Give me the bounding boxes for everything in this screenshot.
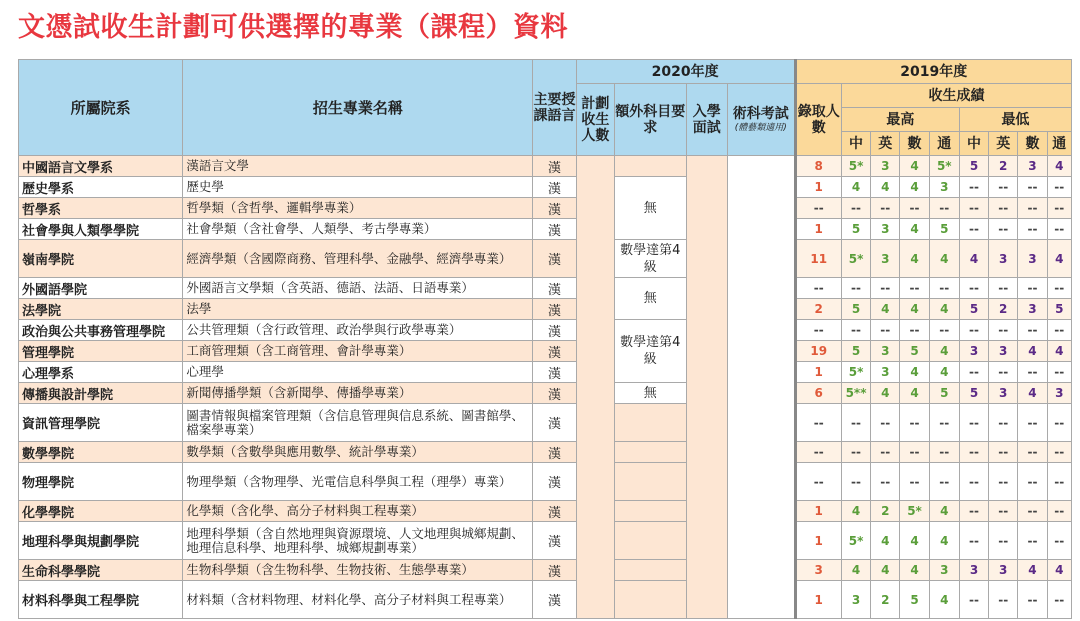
programme-cell: 社會學類（含社會學、人類學、考古學專業） [183,219,533,240]
high-score-cell: 5* [841,362,870,383]
low-score-cell: 3 [1018,240,1047,278]
admitted-cell: -- [795,404,841,442]
programme-cell: 法學 [183,299,533,320]
high-score-cell: -- [841,442,870,463]
high-score-cell: -- [929,463,959,501]
low-score-cell: -- [1018,501,1047,522]
high-score-cell: 3 [929,560,959,581]
low-score-cell: -- [1047,463,1071,501]
language-cell: 漢 [533,219,576,240]
admitted-cell: -- [795,320,841,341]
high-score-cell: 5 [900,341,929,362]
high-score-cell: -- [841,198,870,219]
high-score-cell: -- [871,442,900,463]
high-score-cell: 5 [929,219,959,240]
table-row [19,383,1072,404]
high-score-cell: -- [841,463,870,501]
low-score-cell: -- [1047,501,1071,522]
extra-req-empty [615,581,687,619]
high-score-cell: 4 [929,341,959,362]
subject-header: 英 [871,132,900,156]
admitted-cell: 1 [795,581,841,619]
low-score-cell: -- [989,442,1018,463]
low-score-cell: -- [959,198,988,219]
low-score-cell: -- [959,404,988,442]
interview-column [686,156,727,619]
low-score-cell: -- [989,177,1018,198]
extra-req-cell: 無 [615,177,687,240]
extra-req-cell: 數學達第4級 [615,240,687,278]
extra-req-empty [615,404,687,442]
programme-cell: 心理學 [183,362,533,383]
high-score-cell: 4 [900,560,929,581]
low-score-cell: 4 [959,240,988,278]
high-score-cell: 4 [900,240,929,278]
high-score-cell: 3 [871,240,900,278]
extra-req-cell: 數學達第4級 [615,320,687,383]
low-score-cell: -- [1018,522,1047,560]
high-score-cell: -- [900,404,929,442]
low-score-cell: -- [1047,219,1071,240]
high-score-cell: 4 [900,362,929,383]
low-score-cell: 4 [1018,383,1047,404]
arts-exam-header [727,84,795,156]
faculty-header: 所屬院系 [19,60,183,156]
table-row [19,404,1072,442]
high-score-cell: 4 [929,581,959,619]
high-score-cell: 4 [841,501,870,522]
faculty-cell: 外國語學院 [19,278,183,299]
extra-req-empty [615,522,687,560]
faculty-cell: 哲學系 [19,198,183,219]
high-score-cell: 4 [900,522,929,560]
high-score-cell: 4 [841,560,870,581]
faculty-cell: 社會學與人類學學院 [19,219,183,240]
low-score-cell: -- [1018,320,1047,341]
programme-cell: 歷史學 [183,177,533,198]
high-score-cell: 4 [871,299,900,320]
high-score-cell: 4 [871,383,900,404]
high-score-cell: 3 [871,341,900,362]
faculty-cell: 化學學院 [19,501,183,522]
low-score-cell: -- [959,219,988,240]
language-cell: 漢 [533,320,576,341]
table-row [19,463,1072,501]
low-score-cell: 3 [959,560,988,581]
arts-exam-column [727,156,795,619]
high-score-cell: 4 [900,156,929,177]
high-score-cell: -- [871,404,900,442]
programme-header: 招生專業名稱 [183,60,533,156]
low-score-cell: -- [1018,463,1047,501]
high-score-cell: 4 [929,362,959,383]
high-score-cell: 3 [841,581,870,619]
extra-req-header: 額外科目要求 [615,84,687,156]
subject-header: 數 [900,132,929,156]
low-score-cell: -- [989,463,1018,501]
high-score-cell: 4 [871,177,900,198]
admitted-cell: -- [795,463,841,501]
language-cell: 漢 [533,156,576,177]
programme-table [18,59,1072,619]
high-score-cell: 4 [900,383,929,404]
high-score-cell: -- [929,442,959,463]
low-score-cell: -- [1018,278,1047,299]
language-cell: 漢 [533,404,576,442]
low-score-cell: 5 [959,383,988,404]
high-score-cell: -- [929,404,959,442]
high-score-cell: 5* [841,522,870,560]
high-score-cell: -- [929,198,959,219]
low-score-cell: 2 [989,299,1018,320]
high-score-cell: 5 [929,383,959,404]
low-score-cell: 3 [1047,383,1071,404]
admitted-header: 錄取人數 [795,84,841,156]
language-cell: 漢 [533,177,576,198]
high-score-cell: -- [871,320,900,341]
language-cell: 漢 [533,383,576,404]
low-score-cell: -- [959,442,988,463]
subject-header: 中 [959,132,988,156]
high-score-cell: 5* [929,156,959,177]
high-score-cell: 5 [841,219,870,240]
low-score-cell: -- [959,463,988,501]
lowest-header: 最低 [959,108,1071,132]
low-score-cell: -- [959,501,988,522]
high-score-cell: 4 [929,522,959,560]
low-score-cell: -- [1018,442,1047,463]
table-row [19,320,1072,341]
extra-req-empty [615,501,687,522]
admitted-cell: 1 [795,219,841,240]
low-score-cell: -- [1018,177,1047,198]
faculty-cell: 法學院 [19,299,183,320]
high-score-cell: 5* [841,156,870,177]
high-score-cell: 3 [871,156,900,177]
high-score-cell: 3 [871,362,900,383]
low-score-cell: 4 [1018,560,1047,581]
high-score-cell: 4 [900,177,929,198]
low-score-cell: -- [1047,320,1071,341]
low-score-cell: -- [1047,522,1071,560]
low-score-cell: 3 [989,383,1018,404]
subject-header: 中 [841,132,870,156]
subject-header: 通 [929,132,959,156]
programme-cell: 物理學類（含物理學、光電信息科學與工程（理學）專業） [183,463,533,501]
faculty-cell: 歷史學系 [19,177,183,198]
table-row [19,299,1072,320]
low-score-cell: -- [989,278,1018,299]
subject-header: 英 [989,132,1018,156]
language-cell: 漢 [533,299,576,320]
low-score-cell: -- [1047,404,1071,442]
high-score-cell: 2 [871,501,900,522]
admitted-cell: 19 [795,341,841,362]
faculty-cell: 傳播與設計學院 [19,383,183,404]
table-row [19,156,1072,177]
high-score-cell: 5** [841,383,870,404]
language-cell: 漢 [533,560,576,581]
faculty-cell: 數學學院 [19,442,183,463]
admitted-cell: 2 [795,299,841,320]
subject-header: 數 [1018,132,1047,156]
table-row [19,442,1072,463]
high-score-cell: -- [900,442,929,463]
low-score-cell: 4 [1047,240,1071,278]
low-score-cell: -- [1018,219,1047,240]
table-row [19,219,1072,240]
language-cell: 漢 [533,362,576,383]
table-row [19,560,1072,581]
programme-cell: 漢語言文學 [183,156,533,177]
language-cell: 漢 [533,463,576,501]
faculty-cell: 材料科學與工程學院 [19,581,183,619]
admitted-cell: 1 [795,362,841,383]
admitted-cell: -- [795,442,841,463]
low-score-cell: -- [1018,581,1047,619]
low-score-cell: -- [1018,198,1047,219]
interview-header: 入學面試 [686,84,727,156]
low-score-cell: -- [1047,198,1071,219]
high-score-cell: 5* [900,501,929,522]
table-row [19,362,1072,383]
low-score-cell: 3 [989,240,1018,278]
high-score-cell: -- [871,463,900,501]
programme-cell: 工商管理類（含工商管理、會計學專業） [183,341,533,362]
low-score-cell: -- [989,522,1018,560]
high-score-cell: 5 [841,299,870,320]
table-row [19,240,1072,278]
admitted-cell: 11 [795,240,841,278]
high-score-cell: -- [871,278,900,299]
low-score-cell: -- [989,581,1018,619]
low-score-cell: -- [1047,581,1071,619]
language-cell: 漢 [533,198,576,219]
table-row [19,581,1072,619]
admitted-cell: 1 [795,177,841,198]
high-score-cell: -- [900,198,929,219]
low-score-cell: -- [959,362,988,383]
scores-header: 收生成績 [841,84,1071,108]
extra-req-empty [615,560,687,581]
faculty-cell: 資訊管理學院 [19,404,183,442]
planned-header: 計劃收生人數 [576,84,614,156]
high-score-cell: -- [929,278,959,299]
programme-cell: 外國語言文學類（含英語、德語、法語、日語專業） [183,278,533,299]
admitted-cell: -- [795,278,841,299]
language-cell: 漢 [533,341,576,362]
language-cell: 漢 [533,522,576,560]
low-score-cell: -- [1018,404,1047,442]
table-row [19,278,1072,299]
arts-exam-label: 術科考試 [732,105,789,122]
high-score-cell: 4 [900,299,929,320]
faculty-cell: 地理科學與規劃學院 [19,522,183,560]
high-score-cell: -- [841,278,870,299]
programme-cell: 材料類（含材料物理、材料化學、高分子材料與工程專業） [183,581,533,619]
high-score-cell: 4 [929,240,959,278]
low-score-cell: -- [959,581,988,619]
low-score-cell: 3 [1018,299,1047,320]
high-score-cell: 4 [841,177,870,198]
low-score-cell: 3 [959,341,988,362]
low-score-cell: 4 [1047,560,1071,581]
low-score-cell: -- [989,219,1018,240]
high-score-cell: 4 [900,219,929,240]
high-score-cell: -- [841,320,870,341]
low-score-cell: -- [1047,362,1071,383]
low-score-cell: 4 [1047,341,1071,362]
low-score-cell: -- [959,177,988,198]
year-2019-header: 2019年度 [795,60,1071,84]
programme-cell: 經濟學類（含國際商務、管理科學、金融學、經濟學專業） [183,240,533,278]
low-score-cell: -- [989,404,1018,442]
low-score-cell: -- [1018,362,1047,383]
low-score-cell: -- [989,320,1018,341]
low-score-cell: -- [989,198,1018,219]
subject-header: 通 [1047,132,1071,156]
low-score-cell: -- [1047,278,1071,299]
page-title: 文憑試收生計劃可供選擇的專業（課程）資料 [18,12,568,43]
low-score-cell: 4 [1047,156,1071,177]
table-row [19,522,1072,560]
admitted-cell: 1 [795,522,841,560]
low-score-cell: -- [959,278,988,299]
faculty-cell: 嶺南學院 [19,240,183,278]
high-score-cell: 5* [841,240,870,278]
programme-cell: 圖書情報與檔案管理類（含信息管理與信息系統、圖書館學、檔案學專業） [183,404,533,442]
low-score-cell: 3 [1018,156,1047,177]
low-score-cell: 3 [989,560,1018,581]
planned-column [576,156,614,619]
high-score-cell: -- [841,404,870,442]
high-score-cell: 3 [871,219,900,240]
programme-cell: 地理科學類（含自然地理與資源環境、人文地理與城鄉規劃、地理信息科學、地理科學、城鄉規劃專業） [183,522,533,560]
extra-req-empty [615,463,687,501]
high-score-cell: 4 [871,560,900,581]
high-score-cell: 4 [871,522,900,560]
faculty-cell: 生命科學學院 [19,560,183,581]
language-header: 主要授課語言 [533,60,576,156]
high-score-cell: 2 [871,581,900,619]
high-score-cell: -- [900,278,929,299]
low-score-cell: -- [1047,442,1071,463]
admitted-cell: -- [795,198,841,219]
low-score-cell: 5 [959,156,988,177]
arts-exam-note: (體藝類適用) [734,122,787,133]
high-score-cell: 4 [929,501,959,522]
low-score-cell: -- [1047,177,1071,198]
extra-req-empty [615,442,687,463]
low-score-cell: 4 [1018,341,1047,362]
faculty-cell: 物理學院 [19,463,183,501]
language-cell: 漢 [533,240,576,278]
low-score-cell: -- [959,522,988,560]
programme-cell: 哲學類（含哲學、邏輯學專業） [183,198,533,219]
low-score-cell: -- [959,320,988,341]
programme-cell: 公共管理類（含行政管理、政治學與行政學專業） [183,320,533,341]
low-score-cell: 3 [989,341,1018,362]
table-row [19,198,1072,219]
high-score-cell: -- [900,463,929,501]
table-row [19,177,1072,198]
low-score-cell: -- [989,501,1018,522]
language-cell: 漢 [533,442,576,463]
highest-header: 最高 [841,108,959,132]
admitted-cell: 8 [795,156,841,177]
admitted-cell: 1 [795,501,841,522]
high-score-cell: 4 [929,299,959,320]
programme-cell: 數學類（含數學與應用數學、統計學專業） [183,442,533,463]
language-cell: 漢 [533,278,576,299]
high-score-cell: 5 [841,341,870,362]
faculty-cell: 政治與公共事務管理學院 [19,320,183,341]
programme-cell: 化學類（含化學、高分子材料與工程專業） [183,501,533,522]
high-score-cell: -- [900,320,929,341]
language-cell: 漢 [533,501,576,522]
high-score-cell: -- [929,320,959,341]
programme-cell: 生物科學類（含生物科學、生物技術、生態學專業） [183,560,533,581]
high-score-cell: 3 [929,177,959,198]
table-row [19,341,1072,362]
extra-req-cell: 無 [615,278,687,320]
language-cell: 漢 [533,581,576,619]
high-score-cell: -- [871,198,900,219]
extra-req-cell: 無 [615,383,687,404]
faculty-cell: 心理學系 [19,362,183,383]
admitted-cell: 3 [795,560,841,581]
low-score-cell: 2 [989,156,1018,177]
low-score-cell: 5 [1047,299,1071,320]
admitted-cell: 6 [795,383,841,404]
programme-cell: 新聞傳播學類（含新聞學、傳播學專業） [183,383,533,404]
low-score-cell: -- [989,362,1018,383]
high-score-cell: 5 [900,581,929,619]
extra-req-empty [615,156,687,177]
faculty-cell: 管理學院 [19,341,183,362]
table-row [19,501,1072,522]
faculty-cell: 中國語言文學系 [19,156,183,177]
year-2020-header: 2020年度 [576,60,795,84]
low-score-cell: 5 [959,299,988,320]
